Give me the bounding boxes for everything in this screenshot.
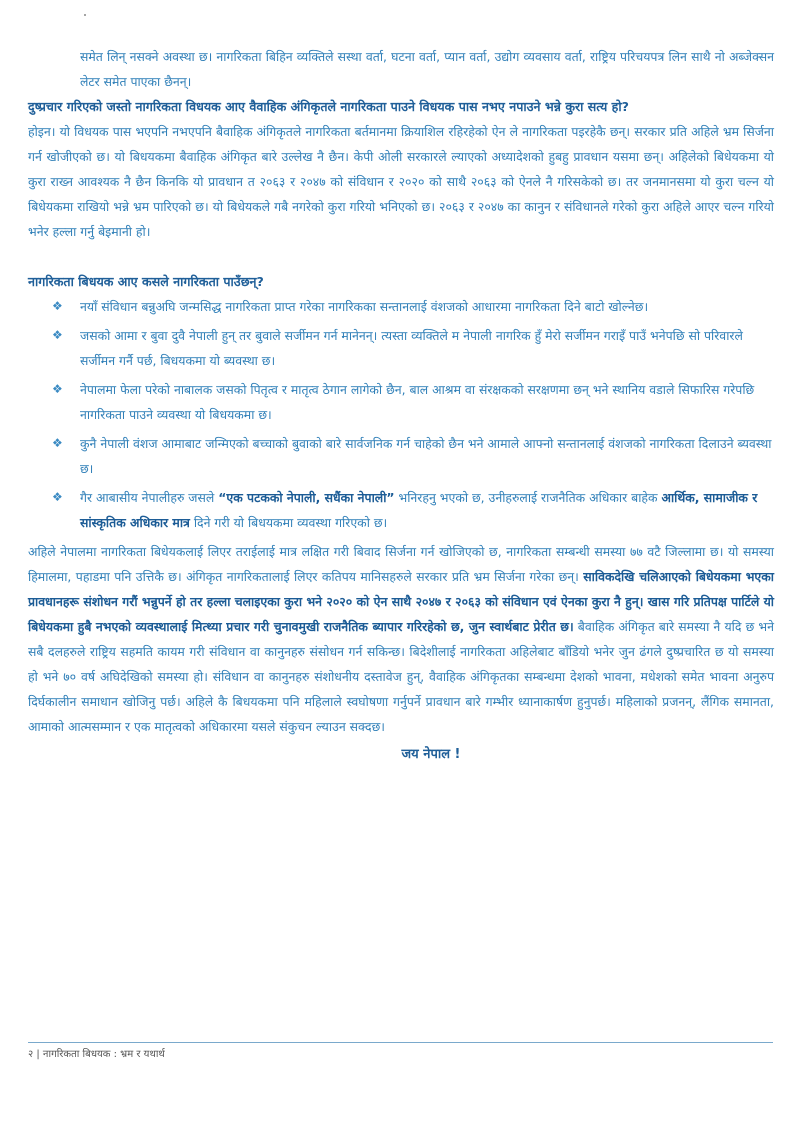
diamond-bullet-icon: ❖ — [52, 436, 63, 450]
list-item-text: कुनै नेपाली वंशज आमाबाट जन्मिएको बच्चाको बुवाको बारे सार्वजनिक गर्न चाहेको छैन भने आमाले आफ्नो सन्तानलाई वंशजको नागरिकता दिलाउने ब्यवस्था छ। — [80, 436, 772, 476]
list-item — [28, 294, 774, 319]
footer-divider — [28, 1042, 773, 1043]
question-heading-1: दुष्प्रचार गरिएको जस्तो नागरिकता विधयक आए वैवाहिक अंगिकृतले नागरिकता पाउने विधयक पास नभए नपाउने भन्ने कुरा सत्य हो? — [28, 99, 629, 114]
list-item-text: जसको आमा र बुवा दुवै नेपाली हुन् तर बुवाले सर्जीमन गर्न मानेनन्। त्यस्ता व्यक्तिले म नेपाली नागरिक हुँ मेरो सर्जीमन गराइँ पाउँ भनेपछि सो परिवारले सर्जीमन गर्नै पर्छ, बिधयकमा यो ब्यवस्था छ। — [80, 328, 743, 368]
conclusion-paragraph — [28, 539, 774, 739]
page-footer: २ | नागरिकता बिधयक : भ्रम र यथार्थ — [28, 1049, 165, 1060]
text-segment: बैवाहिक अंगिकृत बारे समस्या नै यदि छ भने सबै दलहरुले राष्ट्रिय सहमति कायम गरी संविधान वा कानुनहरु संसोधन गर्न सकिन्छ। बिदेशीलाई नागरिकता अहिलेबाट बाँडियो भनेर जुन ढंगले दुष्प्रचारित छ यो समस्या हो भने ७० वर्ष अघिदेखिको समस्या हो। संविधान वा कानुनहरु संशोधनीय दस्तावेज हुन्, वैवाहिक अंगिकृतका सम्बन्धमा देशको भावना, मधेशको समेत भावना अनुरुप दिर्घकालीन समाधान खोजिनु पर्छ। अहिले कै बिधयकमा पनि महिलाले स्वघोषणा गर्नुपर्ने प्रावधान बारे गम्भीर ध्यानाकार्षण हुनुपर्छ। महिलाको प्रजनन्, लैंगिक समानता, आमाको आत्मसम्मान र एक मातृत्वको अधिकारमा यसले संकुचन ल्याउन सक्दछ। — [28, 619, 774, 734]
list-item — [28, 431, 774, 481]
intro-paragraph: समेत लिन् नसक्ने अवस्था छ। नागरिकता बिहिन व्यक्तिले सस्था वर्ता, घटना वर्ता, प्यान वर्ता, उद्योग व्यवसाय वर्ता, राष्ट्रिय परिचयपत्र लिन साथै नो अब्जेक्सन लेटर समेत पाएका छैनन्। — [80, 49, 774, 89]
diamond-bullet-icon: ❖ — [52, 382, 63, 396]
text-segment: दिने गरी यो बिधयकमा व्यवस्था गरिएको छ। — [189, 515, 388, 530]
list-item — [28, 485, 774, 535]
answer-paragraph-1: होइन। यो विधयक पास भएपनि नभएपनि बैवाहिक अंगिकृतले नागरिकता बर्तमानमा क्रियाशिल रहिरहेको ऐन ले नागरिकता पइरहेकै छन्। सरकार प्रति अहिले भ्रम सिर्जना गर्न खोजीएको छ। यो बिधयकमा बैवाहिक अंगिकृत बारे उल्लेख नै छैन। केपी ओली सरकारले ल्याएको अध्यादेशको हुबहु प्रावधान यसमा छन्। अहिलेको बिधेयकमा यो कुरा राख्न आवश्यक नै छैन किनकि यो प्रावधान त २०६३ र २०४७ को संविधान र २०२० को साथै २०६३ को ऐनले नै गरिसकेको छ। तर जनमानसमा यो कुरा चल्न यो बिधेयकमा राखियो भन्ने भ्रम पारिएको छ। यो बिधेयकले गबै नगरेको कुरा गरियो भनिएको छ। २०६३ र २०४७ का कानुन र संविधानले गरेको कुरा अहिले आएर चल्न गरियो भनेर हल्ला गर्नु बेइमानी हो। — [28, 124, 774, 239]
closing-slogan: जय नेपाल ! — [401, 747, 461, 762]
bullet-list — [28, 294, 774, 535]
list-item — [28, 323, 774, 373]
emphasis-rights: आर्थिक, सामाजीक र सांस्कृतिक अधिकार मात्र — [80, 490, 758, 530]
spacer — [28, 244, 774, 269]
diamond-bullet-icon: ❖ — [52, 328, 63, 342]
question-heading-2: नागरिकता बिधयक आए कसले नागरिकता पाउँछन्? — [28, 274, 264, 289]
list-item-text — [80, 490, 757, 530]
text-segment: अहिले नेपालमा नागरिकता बिधेयकलाई लिएर तराईलाई मात्र लक्षित गरी बिवाद सिर्जना गर्न खोजिएको छ, नागरिकता सम्बन्धी समस्या ७७ वटै जिल्लामा छ। यो समस्या हिमालमा, पहाडमा पनि उत्तिकै छ। अंगिकृत नागरिकतालाई लिएर कतिपय मानिसहरुले सरकार प्रति भ्रम सिर्जना गरेका छन्। — [28, 544, 774, 584]
scan-dot — [84, 14, 86, 16]
text-segment: गैर आबासीय नेपालीहरु जसले — [80, 490, 219, 505]
diamond-bullet-icon: ❖ — [52, 490, 63, 504]
list-item-text: नेपालमा फेला परेको नाबालक जसको पितृत्व र मातृत्व ठेगान लागेको छैन, बाल आश्रम वा संरक्षकको सरक्षणमा छन् भने स्थानिय वडाले सिफारिस गरेपछि नागरिकता पाउने व्यवस्था यो बिधयकमा छ। — [80, 382, 755, 422]
document-body — [28, 44, 774, 769]
emphasis-quote: “एक पटकको नेपाली, सधैंका नेपाली” — [218, 490, 395, 505]
text-segment: भनिरहनु भएको छ, उनीहरुलाई राजनैतिक अधिकार बाहेक — [394, 490, 662, 505]
emphasis-statement: साविकदेखि चलिआएको बिधेयकमा भएका प्रावधानहरू संशोधन गरौं भन्नुपर्ने हो तर हल्ला चलाइएका कुरा भने २०२० को ऐन साथै २०४७ र २०६३ को संविधान एवं ऐनका कुरा नै हुन्। खास गरि प्रतिपक्ष पार्टिले यो बिधेयकमा हुबै नभएको व्यवस्थालाई मित्थ्या प्रचार गरी चुनावमुखी राजनैतिक ब्यापार गरिरहेको छ, जुन स्वार्थबाट प्रेरीत छ। — [28, 569, 775, 634]
list-item — [28, 377, 774, 427]
list-item-text: नयाँ संविधान बन्नुअघि जन्मसिद्ध नागरिकता प्राप्त गरेका नागरिकका सन्तानलाई वंशजको आधारमा नागरिकता दिने बाटो खोल्नेछ। — [80, 299, 649, 314]
diamond-bullet-icon: ❖ — [52, 299, 63, 313]
